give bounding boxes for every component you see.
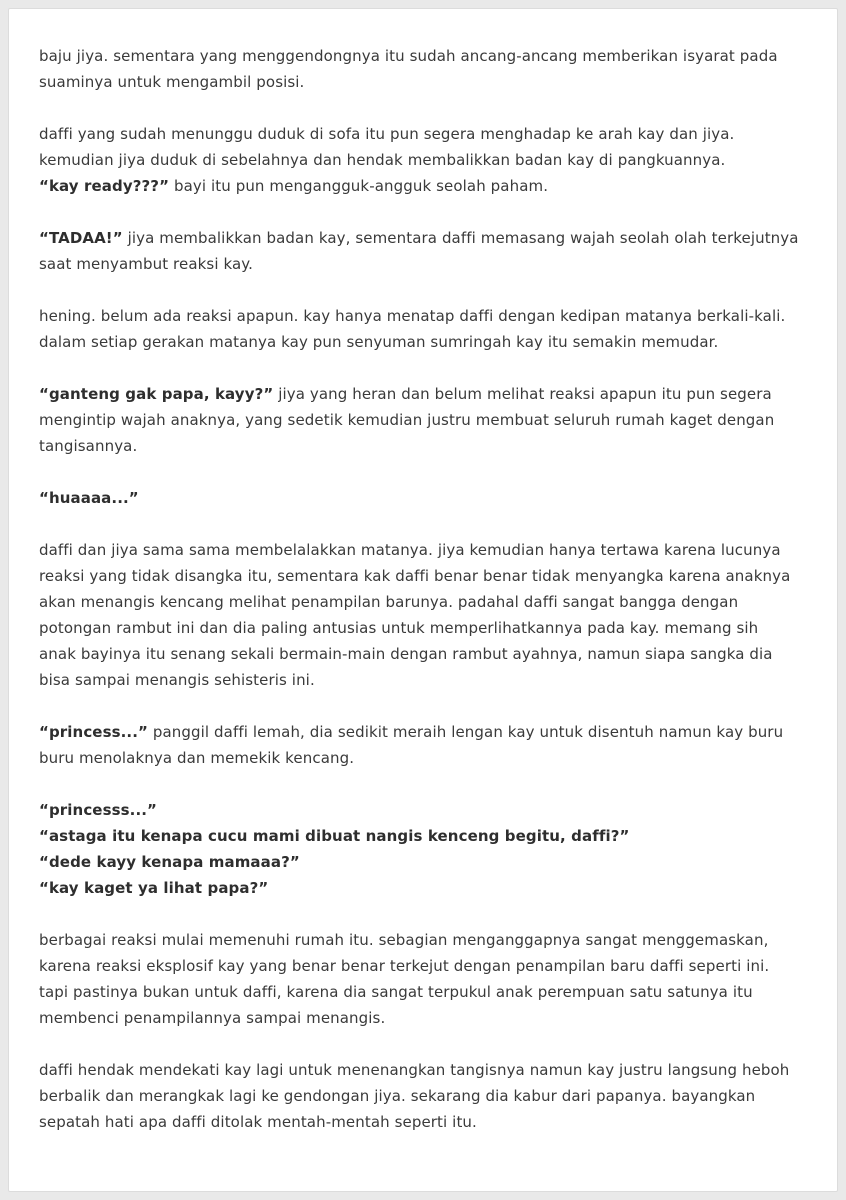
- text-line: [39, 563, 819, 589]
- text-line: [39, 849, 819, 875]
- narration-text: jiya yang heran dan belum melihat reaksi apapun itu pun segera: [273, 385, 772, 403]
- text-line: [39, 823, 819, 849]
- paragraph: [39, 927, 819, 1031]
- text-line: [39, 303, 819, 329]
- paragraph: [39, 537, 819, 693]
- text-line: [39, 719, 819, 745]
- text-line: [39, 121, 819, 147]
- dialogue-text: “huaaaa...”: [39, 489, 139, 507]
- paragraph: [39, 381, 819, 459]
- text-line: [39, 979, 819, 1005]
- text-line: [39, 147, 819, 173]
- narration-text: jiya membalikkan badan kay, sementara daffi memasang wajah seolah olah terkejutnya: [122, 229, 799, 247]
- text-line: [39, 407, 819, 433]
- text-line: [39, 69, 819, 95]
- text-line: [39, 251, 819, 277]
- narration-text: membenci penampilannya sampai menangis.: [39, 1009, 386, 1027]
- text-line: [39, 927, 819, 953]
- dialogue-text: “dede kayy kenapa mamaaa?”: [39, 853, 300, 871]
- text-line: [39, 641, 819, 667]
- narration-text: anak bayinya itu senang sekali bermain-main dengan rambut ayahnya, namun siapa sangka dia: [39, 645, 773, 663]
- narration-text: tapi pastinya bukan untuk daffi, karena dia sangat terpukul anak perempuan satu satunya itu: [39, 983, 753, 1001]
- narration-text: akan menangis kencang melihat penampilan barunya. padahal daffi sangat bangga dengan: [39, 593, 739, 611]
- text-line: [39, 485, 819, 511]
- narration-text: daffi hendak mendekati kay lagi untuk menenangkan tangisnya namun kay justru langsung heboh: [39, 1061, 790, 1079]
- text-line: [39, 43, 819, 69]
- narration-text: saat menyambut reaksi kay.: [39, 255, 253, 273]
- narration-text: daffi dan jiya sama sama membelalakkan matanya. jiya kemudian hanya tertawa karena lucunya: [39, 541, 781, 559]
- document-body: [39, 43, 819, 1161]
- paragraph: [39, 719, 819, 771]
- paragraph: [39, 303, 819, 355]
- narration-text: bayi itu pun mengangguk-angguk seolah paham.: [169, 177, 549, 195]
- narration-text: potongan rambut ini dan dia paling antusias untuk memperlihatkannya pada kay. memang sih: [39, 619, 759, 637]
- narration-text: baju jiya. sementara yang menggendongnya itu sudah ancang-ancang memberikan isyarat pada: [39, 47, 778, 65]
- text-line: [39, 615, 819, 641]
- text-line: [39, 225, 819, 251]
- narration-text: daffi yang sudah menunggu duduk di sofa itu pun segera menghadap ke arah kay dan jiya.: [39, 125, 735, 143]
- narration-text: dalam setiap gerakan matanya kay pun senyuman sumringah kay itu semakin memudar.: [39, 333, 719, 351]
- narration-text: hening. belum ada reaksi apapun. kay hanya menatap daffi dengan kedipan matanya berkali-kali.: [39, 307, 786, 325]
- dialogue-text: “ganteng gak papa, kayy?”: [39, 385, 274, 403]
- text-line: [39, 1109, 819, 1135]
- paragraph: [39, 485, 819, 511]
- narration-text: buru menolaknya dan memekik kencang.: [39, 749, 355, 767]
- narration-text: kemudian jiya duduk di sebelahnya dan hendak membalikkan badan kay di pangkuannya.: [39, 151, 726, 169]
- document-page: [8, 8, 838, 1192]
- narration-text: berbalik dan merangkak lagi ke gendongan jiya. sekarang dia kabur dari papanya. bayangkan: [39, 1087, 756, 1105]
- text-line: [39, 953, 819, 979]
- narration-text: bisa sampai menangis sehisteris ini.: [39, 671, 315, 689]
- paragraph: [39, 225, 819, 277]
- dialogue-text: “TADAA!”: [39, 229, 123, 247]
- paragraph: [39, 1057, 819, 1135]
- narration-text: panggil daffi lemah, dia sedikit meraih lengan kay untuk disentuh namun kay buru: [148, 723, 784, 741]
- dialogue-text: “kay kaget ya lihat papa?”: [39, 879, 269, 897]
- text-line: [39, 173, 819, 199]
- text-line: [39, 745, 819, 771]
- text-line: [39, 875, 819, 901]
- paragraph: [39, 121, 819, 199]
- text-line: [39, 667, 819, 693]
- dialogue-text: “kay ready???”: [39, 177, 170, 195]
- narration-text: reaksi yang tidak disangka itu, sementara kak daffi benar benar tidak menyangka karena anaknya: [39, 567, 791, 585]
- text-line: [39, 1057, 819, 1083]
- dialogue-text: “princess...”: [39, 723, 148, 741]
- dialogue-text: “princesss...”: [39, 801, 158, 819]
- paragraph: [39, 797, 819, 901]
- paragraph: [39, 43, 819, 95]
- dialogue-text: “astaga itu kenapa cucu mami dibuat nangis kenceng begitu, daffi?”: [39, 827, 630, 845]
- text-line: [39, 589, 819, 615]
- narration-text: berbagai reaksi mulai memenuhi rumah itu. sebagian menganggapnya sangat menggemaskan,: [39, 931, 769, 949]
- text-line: [39, 537, 819, 563]
- text-line: [39, 381, 819, 407]
- text-line: [39, 1005, 819, 1031]
- narration-text: tangisannya.: [39, 437, 138, 455]
- narration-text: suaminya untuk mengambil posisi.: [39, 73, 305, 91]
- text-line: [39, 797, 819, 823]
- narration-text: karena reaksi eksplosif kay yang benar benar terkejut dengan penampilan baru daffi seperti ini.: [39, 957, 770, 975]
- text-line: [39, 433, 819, 459]
- narration-text: mengintip wajah anaknya, yang sedetik kemudian justru membuat seluruh rumah kaget dengan: [39, 411, 775, 429]
- narration-text: sepatah hati apa daffi ditolak mentah-mentah seperti itu.: [39, 1113, 477, 1131]
- text-line: [39, 1083, 819, 1109]
- text-line: [39, 329, 819, 355]
